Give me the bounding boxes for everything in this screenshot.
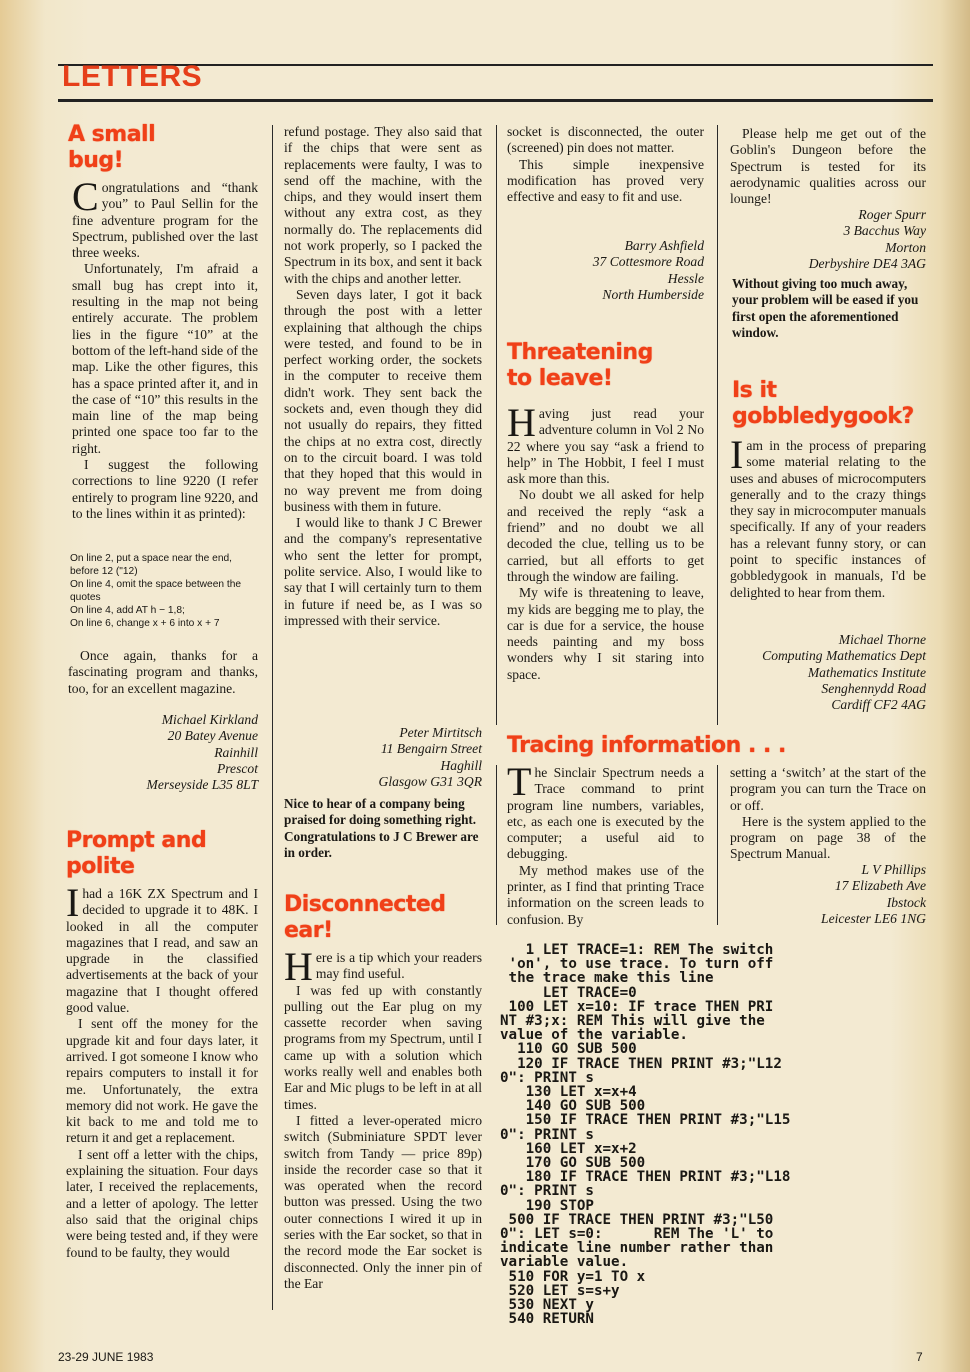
letter-prompt-col2: refund postage. They also said that if the chips that were sent as replacements were faulty, I was to send off the machine, with the chips, and they would insert them without any extra cost, as they normally do. The replacements did not work properly, so I packed the Spectrum in its box, and sent it back with the chips and another letter. Seven days later, I got it back through the post with a letter explaining that although the chips were tested, and found to be in perfect working order, the sockets in the computer to receive them didn't work. They sent back the sockets and, even though they did not usually do repairs, they fitted the chips at no extra cost, directly on to the circuit board. I was told that they hoped that this would in no way prevent me from doing business with them in future. I would like to thank J C Brewer and the company's representative who sent the letter for prompt, polite service. Also, I would like to say that I will certainly turn to them in future if need be, as I was so impressed with their service. (284, 124, 482, 628)
corrections-list (70, 552, 260, 630)
code-line: 540 RETURN (500, 1311, 594, 1328)
letter-disconnected-col2: Here is a tip which your readers may find useful. I was fed up with constantly pulling out the Ear plug on my cassette recorder when saving programs from my Spectrum, until I came up with a solution which works really well and enables both Ear and Mic plugs to be left in at all times. I fitted a lever-operated micro switch (Subminiature SPDT lever switch from Tandy — price 89p) inside the recorder case so that it was operated when the record button was pressed. Using the two outer connections I wired it up in series with the Ear socket, so that in the record mode the Ear socket is disconnected. Only the inner pin of the Ear (284, 944, 482, 1291)
headline-prompt-and-polite: Prompt and polite (66, 828, 207, 879)
code-line: 0": PRINT s (500, 1126, 594, 1143)
code-line: 0": LET s=0: REM The 'L' to (500, 1226, 774, 1243)
letter-small-bug-closing: Once again, thanks for a fascinating program and thanks, too, for an excellent magazine. (68, 648, 258, 696)
footer-date: 23-29 JUNE 1983 (58, 1350, 154, 1364)
column-divider-2b (496, 765, 497, 925)
code-line: 0": PRINT s (500, 1069, 594, 1086)
code-line: the trace make this line (500, 970, 714, 987)
signature-threatening: Roger Spurr 3 Bacchus Way Morton Derbyshire DE4 3AG (808, 207, 926, 271)
page-number: 7 (916, 1350, 923, 1364)
code-line: 140 GO SUB 500 (500, 1098, 646, 1115)
code-line: 180 IF TRACE THEN PRINT #3;"L18 (500, 1169, 791, 1186)
letter-gobbledygook: Iam in the process of preparing some material relating to the uses and abuses of microcomputers generally and to the crazy things they say in microcomputer manuals specifically. If any of your readers has a relevant funny story, or can point to specific instances of gobbledygook in manuals, I'd be delighted to hear from them. (730, 432, 926, 600)
signature-prompt: Peter Mirtitsch 11 Bengairn Street Haghill Glasgow G31 3QR (378, 725, 482, 789)
letter-threatening-col4: Please help me get out of the Goblin's Dungeon before the Spectrum is tested for its aerodynamic qualities across our lounge! (730, 126, 926, 207)
page-title: LETTERS (62, 60, 203, 93)
correction-item: On line 4, add AT h − 1,8; (70, 605, 185, 616)
column-divider-1 (272, 125, 273, 1310)
code-line: 160 LET x=x+2 (500, 1140, 637, 1157)
headline-tracing-information: Tracing information . . . (507, 733, 786, 758)
signature-tracing: L V Phillips 17 Elizabeth Ave Ibstock Leicester LE6 1NG (821, 862, 926, 926)
headline-disconnected-ear: Disconnected ear! (284, 892, 446, 943)
code-line: 100 LET x=10: IF trace THEN PRI (500, 998, 774, 1015)
code-line: 190 STOP (500, 1197, 594, 1214)
code-line: 130 LET x=x+4 (500, 1084, 637, 1101)
headline-threatening: Threatening to leave! (507, 340, 653, 391)
code-line: NT #3;x: REM This will give the (500, 1013, 765, 1030)
letter-tracing-col4: setting a ‘switch’ at the start of the program you can turn the Trace on or off. Here is the system applied to the program on page 38 of the Spectrum Manual. (730, 765, 926, 862)
code-line: 110 GO SUB 500 (500, 1041, 637, 1058)
letter-small-bug: Congratulations and “thank you” to Paul Sellin for the fine adventure program for the Spectrum, published over the last three weeks. Unfortunately, I'm afraid a small bug has crept into it, resulting in the map not being entirely accurate. The problem lies in the figure “10” at the bottom of the left-hand side of the map. Like the other figures, this has a space printed after it, and in the case of “10” this results in the main line of the map being printed one space too far to the right. I suggest the following corrections to line 9220 (I refer entirely to program line 9220, and to the lines within it as printed): (72, 174, 258, 521)
code-line: 0": PRINT s (500, 1183, 594, 1200)
code-line: 120 IF TRACE THEN PRINT #3;"L12 (500, 1055, 782, 1072)
correction-item: On line 4, omit the space between the quotes (70, 579, 242, 603)
column-divider-2 (496, 125, 497, 725)
column-divider-3b (717, 765, 718, 925)
signature-disconnected: Barry Ashfield 37 Cottesmore Road Hessle North Humberside (592, 238, 704, 302)
code-line: value of the variable. (500, 1027, 688, 1044)
code-line: LET TRACE=0 (500, 984, 637, 1001)
code-line: 510 FOR y=1 TO x (500, 1268, 646, 1285)
headline-gobbledygook: Is it gobbledygook? (732, 378, 914, 429)
code-line: 530 NEXT y (500, 1297, 594, 1314)
code-line: 1 LET TRACE=1: REM The switch (500, 942, 774, 958)
letter-threatening: Having just read your adventure column in Vol 2 No 22 where you say “ask a friend to help” in The Hobbit, I feel I must ask more than this. No doubt we all asked for help and received the reply “ask a friend” and no doubt we all decoded the clue, telling us to be carried, but all efforts to get through the window are failing. My wife is threatening to leave, my kids are begging me to play, the car is due for a service, the house needs painting and my boss wonders why I sit staring into space. (507, 400, 704, 682)
signature-small-bug: Michael Kirkland 20 Batey Avenue Rainhill Prescot Merseyside L35 8LT (146, 712, 258, 793)
code-line: 520 LET s=s+y (500, 1282, 620, 1299)
code-line: variable value. (500, 1254, 629, 1271)
editor-reply-threatening: Without giving too much away, your problem will be eased if you first open the aforementioned window. (732, 276, 919, 340)
code-line: 170 GO SUB 500 (500, 1155, 646, 1172)
editor-reply-prompt: Nice to hear of a company being praised for doing something right. Congratulations to J C Brewer are in order. (284, 796, 479, 860)
header-bottom-rule (58, 99, 933, 102)
correction-item: On line 6, change x + 6 into x + 7 (70, 618, 220, 629)
code-line: 'on', to use trace. To turn off (500, 956, 774, 973)
correction-item: On line 2, put a space near the end, before 12 ("12) (70, 553, 232, 577)
code-line: 150 IF TRACE THEN PRINT #3;"L15 (500, 1112, 791, 1129)
code-line: indicate line number rather than (500, 1240, 774, 1257)
headline-small-bug: A small bug! (68, 122, 156, 173)
letter-tracing-col3: The Sinclair Spectrum needs a Trace command to print program line numbers, variables, etc, as each one is executed by the computer; a useful aid to debugging. My method makes use of the printer, as I find that printing Trace information on the screen leads to confusion. By (507, 759, 704, 927)
column-divider-3 (717, 125, 718, 725)
basic-program-listing (500, 943, 930, 1326)
signature-gobbledygook: Michael Thorne Computing Mathematics Dept Mathematics Institute Senghennydd Road Cardiff CF2 4AG (762, 632, 926, 713)
letter-prompt-col1: Ihad a 16K ZX Spectrum and I decided to upgrade it to 48K. I looked in all the computer magazines that I read, and saw an upgrade in the classified advertisements at the back of your magazine that I thought offered good value. I sent off the money for the upgrade kit and four days later, it arrived. I got someone I know who repairs computers to install it for me. Unfortunately, the extra memory did not work. He gave the kit back to me and told me to return it and get a replacement. I sent off a letter with the chips, explaining the situation. Four days later, I received the replacements, and a letter of apology. The letter also said that the original chips were being tested and, if they were found to be faulty, they would (66, 880, 258, 1260)
letter-disconnected-col3: socket is disconnected, the outer (screened) pin does not matter. This simple inexpensive modification has proved very effective and easy to fit and use. (507, 124, 704, 205)
code-line: 500 IF TRACE THEN PRINT #3;"L50 (500, 1211, 774, 1228)
